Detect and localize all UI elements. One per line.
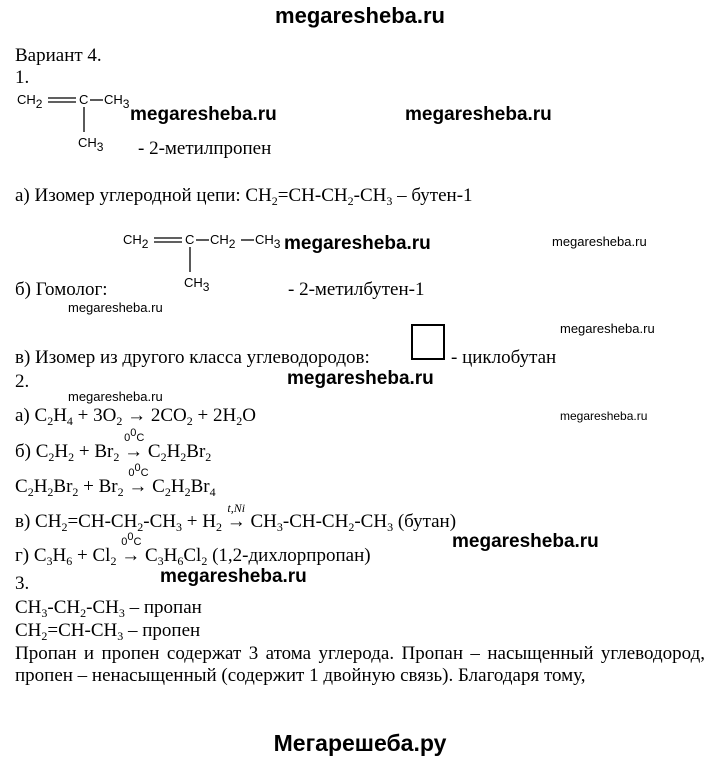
double-bond	[154, 236, 184, 246]
watermark: megaresheba.ru	[560, 409, 648, 423]
footer-watermark: Мегарешеба.ру	[273, 730, 447, 756]
reaction-arrow: $0^0C$ →	[124, 427, 145, 462]
struct1-ch3-right: $CH_3$	[104, 92, 130, 111]
struct1-ch2: $CH_2$	[17, 92, 43, 111]
equation-b-1: б) $C_2H_2 + Br_2$ $0^0C$ → $C_2H_2Br_2$	[15, 427, 212, 464]
struct1-c: C	[79, 92, 89, 107]
section-1-number: 1.	[15, 67, 30, 88]
propene-formula: $CH_2=CH-CH_3$ – пропен	[15, 620, 201, 643]
explanation-paragraph: Пропан и пропен содержат 3 атома углерода. Пропан – насыщенный углеводород, пропен – ненасыщенный (содержит 1 двойную связь). Благодаря тому,	[15, 643, 705, 686]
struct2-c: C	[185, 232, 195, 247]
other-class-isomer-label: в) Изомер из другого класса углеводородов:	[15, 347, 370, 368]
single-bond	[241, 239, 255, 243]
reaction-arrow: $0^0C$ →	[121, 531, 142, 566]
variant-title: Вариант 4.	[15, 45, 102, 66]
single-bond	[196, 239, 210, 243]
watermark: megaresheba.ru	[130, 104, 277, 125]
watermark: megaresheba.ru	[552, 234, 647, 249]
struct2-ch2: $CH_2$	[123, 232, 149, 251]
equation-b-2: $C_2H_2Br_2 + Br_2$ $0^0C$ → $C_2H_2Br_4$	[15, 462, 216, 499]
struct1-ch3-bottom: $CH_3$	[78, 135, 104, 154]
section-2-number: 2.	[15, 371, 30, 392]
cyclobutane-name: - циклобутан	[451, 347, 557, 368]
section-3-number: 3.	[15, 573, 30, 594]
watermark: megaresheba.ru	[452, 531, 599, 552]
double-bond	[48, 96, 78, 106]
single-bond	[90, 99, 104, 103]
watermark: megaresheba.ru	[284, 233, 431, 254]
homolog-name: - 2-метилбутен-1	[288, 279, 425, 300]
struct1-name: - 2-метилпропен	[138, 138, 272, 159]
struct2-ch3-right: $CH_3$	[255, 232, 281, 251]
homolog-label: б) Гомолог:	[15, 279, 108, 300]
reaction-condition: $0^0C$	[121, 531, 142, 548]
reaction-arrow: t,Ni →	[227, 511, 246, 532]
reaction-condition: $0^0C$	[124, 427, 145, 444]
struct2-ch2-mid: $CH_2$	[210, 232, 236, 251]
watermark: megaresheba.ru	[68, 389, 163, 404]
struct2-ch3-bottom: $CH_3$	[184, 275, 210, 294]
header-watermark: megaresheba.ru	[275, 3, 445, 28]
vertical-bond	[82, 107, 86, 133]
watermark: megaresheba.ru	[287, 368, 434, 389]
reaction-condition: $0^0C$	[128, 462, 149, 479]
equation-g: г) $C_3H_6 + Cl_2$ $0^0C$ → $C_3H_6Cl_2$ (1,2-дихлорпропан)	[15, 531, 371, 568]
watermark: megaresheba.ru	[160, 566, 307, 587]
equation-a: а) $C_2H_4 + 3O_2 \to 2CO_2 + 2H_2O$	[15, 405, 256, 428]
cyclobutane-square	[411, 324, 445, 360]
reaction-arrow: →	[127, 405, 147, 426]
reaction-arrow: $0^0C$ →	[128, 462, 149, 497]
reaction-condition: t,Ni	[227, 501, 246, 515]
equation-v: в) $CH_2=CH-CH_2-CH_3 + H_2$ t,Ni → $CH_3-CH-CH_2-CH_3$ (бутан)	[15, 511, 456, 532]
watermark: megaresheba.ru	[68, 300, 163, 315]
propane-formula: $CH_3-CH_2-CH_3$ – пропан	[15, 597, 202, 620]
watermark: megaresheba.ru	[560, 321, 655, 336]
vertical-bond	[188, 247, 192, 273]
watermark: megaresheba.ru	[405, 104, 552, 125]
isomer-chain-line: а) Изомер углеродной цепи: $CH_2=CH-CH_2-CH_3$ – бутен-1	[15, 185, 473, 208]
